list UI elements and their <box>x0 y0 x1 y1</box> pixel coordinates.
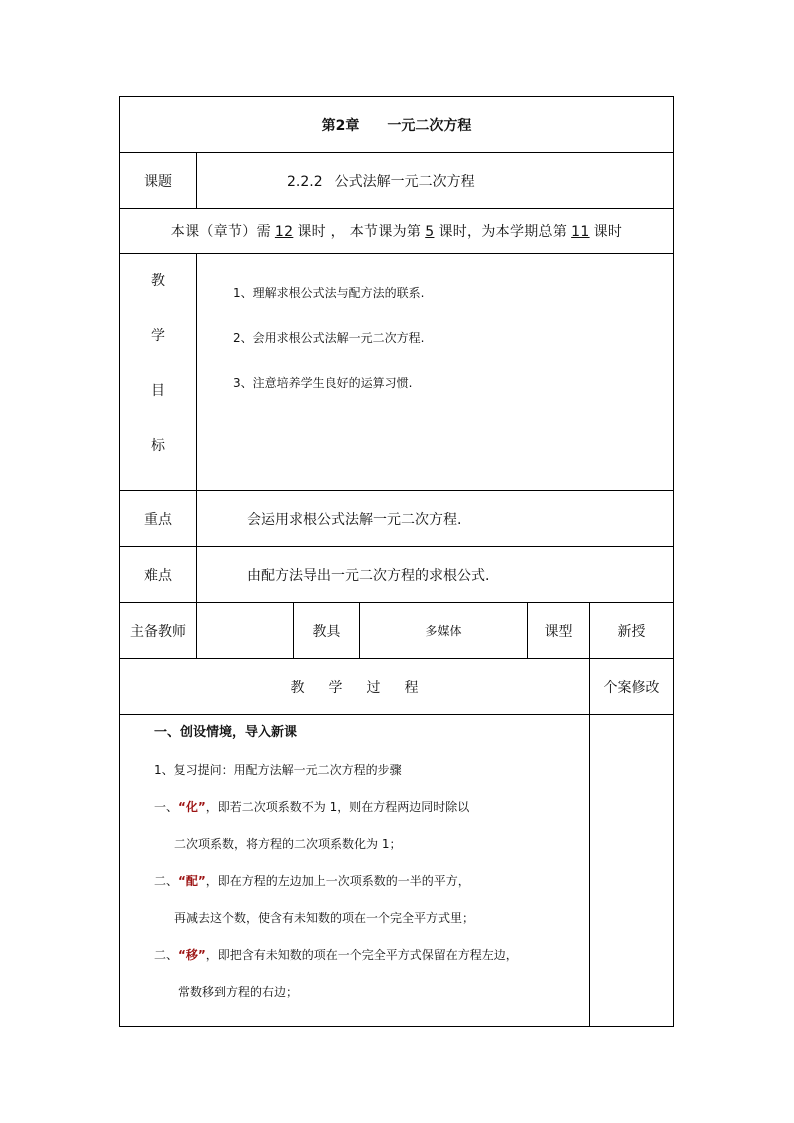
teacher-label: 主备教师 <box>120 603 197 659</box>
tools-label: 教具 <box>294 603 360 659</box>
lesson-plan-table <box>119 96 674 1027</box>
step-text: ，即在方程的左边加上一次项系数的一半的平方， <box>205 874 470 888</box>
key-point-text: 会运用求根公式法解一元二次方程. <box>197 491 674 547</box>
step-3 <box>154 947 589 984</box>
goal-item: 3、注意培养学生良好的运算习惯. <box>233 376 413 390</box>
step-prefix: 二、 <box>154 874 179 888</box>
chapter-name: 一元二次方程 <box>387 117 472 134</box>
process-head-char: 教 <box>290 679 305 696</box>
step-keyword: “配” <box>178 874 206 888</box>
goal-item: 1、理解求根公式法与配方法的联系. <box>233 286 425 300</box>
section-title: 一、创设情境，导入新课 <box>154 725 298 740</box>
step-2-continuation: 再减去这个数，使含有未知数的项在一个完全平方式里； <box>174 911 475 925</box>
step-1-continuation: 二次项系数，将方程的二次项系数化为 1； <box>174 837 402 851</box>
process-content-row <box>120 715 674 1027</box>
hours-text-4: 课时 <box>593 224 623 240</box>
process-head-char: 过 <box>366 679 381 696</box>
total-hours: 12 <box>274 224 294 240</box>
topic-label: 课题 <box>120 153 197 209</box>
difficulty-text: 由配方法导出一元二次方程的求根公式. <box>197 547 674 603</box>
modify-column <box>590 715 674 1027</box>
step-text: ，即若二次项系数不为 1，则在方程两边同时除以 <box>205 800 470 814</box>
topic-code: 2.2.2 <box>287 173 323 190</box>
difficulty-row <box>120 547 674 603</box>
topic-row <box>120 153 674 209</box>
step-text: ，即把含有未知数的项在一个完全平方式保留在方程左边， <box>205 948 518 962</box>
chapter-row <box>120 97 674 153</box>
hours-row <box>120 209 674 254</box>
hours-text-2: 课时 ， 本节课为第 <box>297 224 422 240</box>
topic-name: 公式法解一元二次方程 <box>334 173 475 190</box>
review-question: 1、复习提问：用配方法解一元二次方程的步骤 <box>154 763 402 777</box>
goal-item: 2、会用求根公式法解一元二次方程. <box>233 331 425 345</box>
difficulty-label: 难点 <box>120 547 197 603</box>
goals-label-char: 标 <box>151 438 165 454</box>
process-header-row <box>120 659 674 715</box>
topic-value <box>197 153 674 209</box>
step-keyword: “化” <box>178 800 206 814</box>
tools-value: 多媒体 <box>360 603 528 659</box>
goals-label <box>120 254 197 491</box>
step-3-continuation: 常数移到方程的右边； <box>178 985 299 999</box>
goals-label-char: 教 <box>151 273 165 289</box>
step-1 <box>154 799 589 836</box>
goals-label-char: 目 <box>151 383 165 399</box>
modify-label: 个案修改 <box>590 659 674 715</box>
chapter-title <box>120 97 674 153</box>
current-hour: 5 <box>425 224 435 240</box>
process-content <box>120 715 590 1027</box>
goals-list <box>197 254 674 491</box>
hours-text-3: 课时，为本学期总第 <box>438 224 568 240</box>
process-heading <box>120 659 590 715</box>
step-2 <box>154 873 589 910</box>
process-head-char: 程 <box>404 679 419 696</box>
term-hour: 11 <box>571 224 590 240</box>
step-prefix: 二、 <box>154 948 179 962</box>
key-point-label: 重点 <box>120 491 197 547</box>
step-prefix: 一、 <box>154 800 179 814</box>
class-hours <box>120 209 674 254</box>
info-row <box>120 603 674 659</box>
type-value: 新授 <box>590 603 674 659</box>
teacher-value <box>197 603 294 659</box>
chapter-number: 第2章 <box>321 117 360 134</box>
step-keyword: “移” <box>178 948 206 962</box>
hours-text-1: 本课（章节）需 <box>170 224 271 240</box>
key-point-row <box>120 491 674 547</box>
type-label: 课型 <box>528 603 590 659</box>
process-head-char: 学 <box>328 679 343 696</box>
goals-row <box>120 254 674 491</box>
goals-label-char: 学 <box>151 328 165 344</box>
